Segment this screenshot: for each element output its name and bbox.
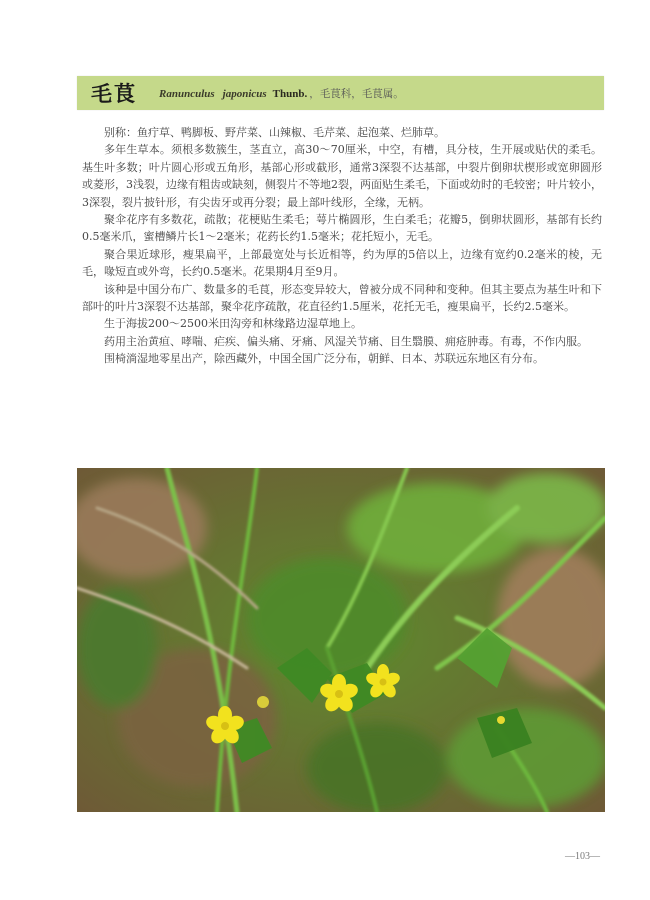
author-citation: Thunb. bbox=[272, 87, 308, 100]
paragraph-morphology: 多年生草本。须根多数簇生，茎直立，高30～70厘米，中空，有槽，具分枝，生开展或贴伏的柔毛。基生叶多数；叶片圆心形或五角形，基部心形或截形，通常3深裂不达基部，中裂片倒卵状楔形或宽卵圆形或菱形，3浅裂，边缘有粗齿或缺刻，侧裂片不等地2裂，两面贴生柔毛，下面或幼时的毛较密；叶片较小，3深裂，裂片披针形，有尖齿牙或再分裂；最上部叶线形，全缘，无柄。 bbox=[82, 143, 602, 209]
paragraph-habitat: 生于海拔200～2500米田沟旁和林缘路边湿草地上。 bbox=[104, 317, 362, 331]
paragraph-fruit: 聚合果近球形，瘦果扁平，上部最宽处与长近相等，约为厚的5倍以上，边缘有宽约0.2毫米的棱，无毛，喙短直或外弯，长约0.5毫米。花果期4月至9月。 bbox=[82, 247, 602, 279]
genus-name: Ranunculus bbox=[159, 87, 215, 100]
paragraph-inflorescence: 聚伞花序有多数花，疏散；花梗贴生柔毛；萼片椭圆形，生白柔毛；花瓣5，倒卵状圆形，基部有长约0.5毫米爪，蜜槽鳞片长1～2毫米；花药长约1.5毫米；花托短小，无毛。 bbox=[82, 213, 602, 244]
page-number: —103— bbox=[565, 851, 600, 862]
species-description bbox=[82, 124, 602, 368]
species-scientific-name bbox=[159, 86, 404, 101]
plant-photo bbox=[77, 468, 605, 812]
paragraph-medicinal: 药用主治黄疸、哮喘、疟疾、偏头痛、牙痛、风湿关节痛、目生翳膜、痈疮肿毒。有毒，不作内服。 bbox=[104, 334, 588, 348]
species-epithet: japonicus bbox=[222, 87, 267, 100]
paragraph-aliases: 别称：鱼疔草、鸭脚板、野芹菜、山辣椒、毛芹菜、起泡菜、烂肺草。 bbox=[104, 126, 445, 139]
species-header-band bbox=[77, 76, 604, 110]
species-title-chinese: 毛茛 bbox=[91, 82, 137, 106]
buttercup-photo-illustration bbox=[77, 468, 605, 812]
family-genus-text: ，毛茛科，毛茛属。 bbox=[309, 87, 404, 100]
paragraph-distribution: 围椅淌湿地零星出产，除西藏外，中国全国广泛分布，朝鲜、日本、苏联远东地区有分布。 bbox=[104, 352, 544, 366]
paragraph-variation: 该种是中国分布广、数量多的毛茛，形态变异较大，曾被分成不同种和变种。但其主要点为基生叶和下部叶的叶片3深裂不达基部，聚伞花序疏散，花直径约1.5厘米，花托无毛，瘦果扁平，长约2.5毫米。 bbox=[82, 282, 602, 314]
